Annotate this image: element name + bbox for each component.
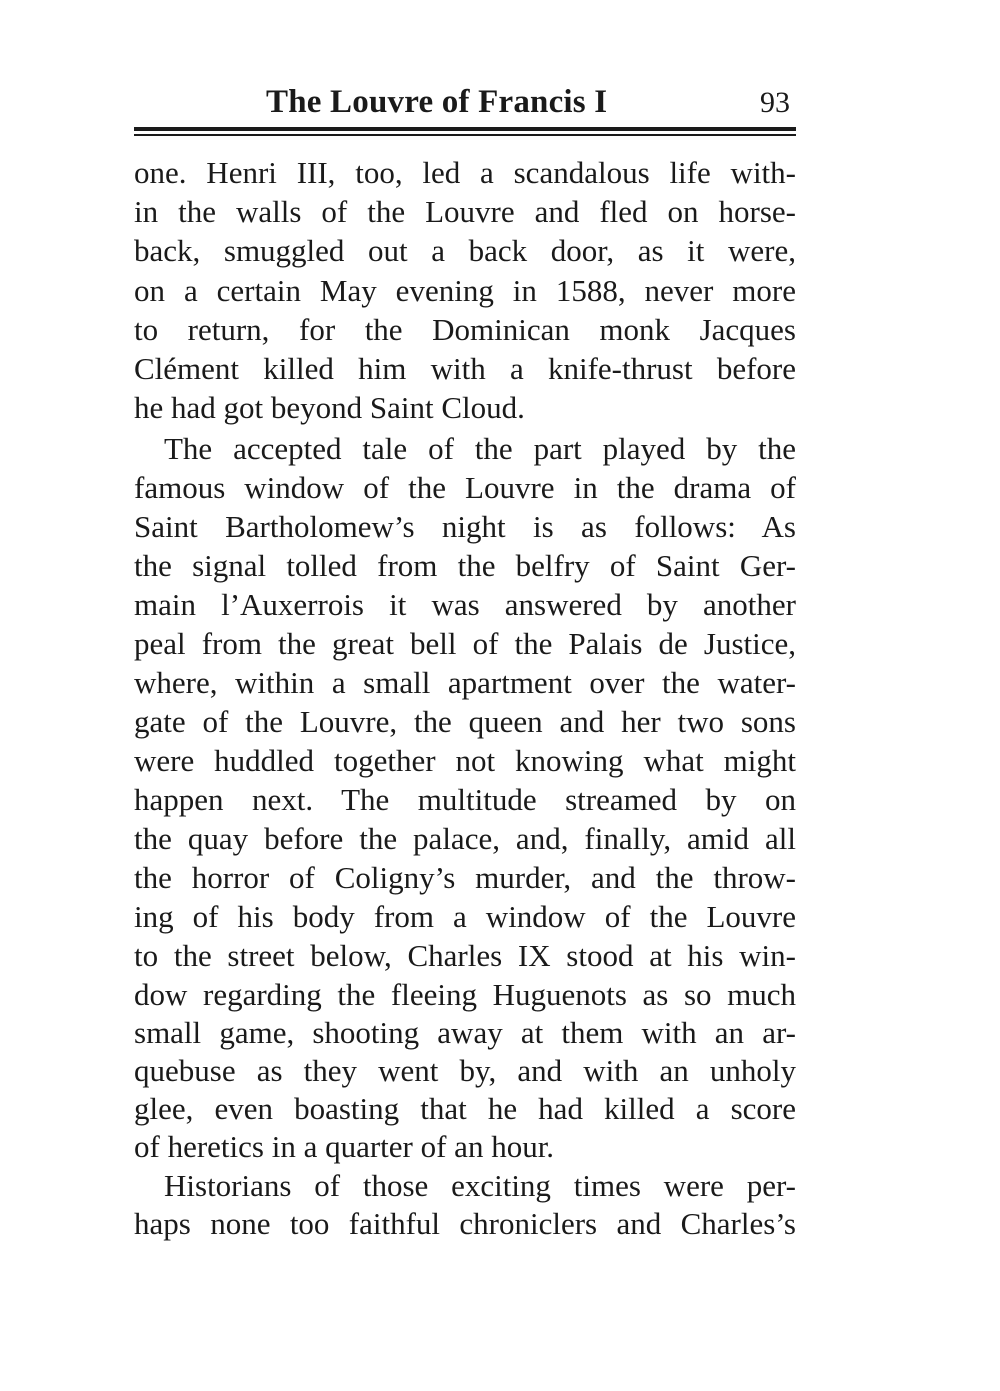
text-line: ing of his body from a window of the Louvre xyxy=(134,899,796,934)
text-line: the horror of Coligny’s murder, and the throw- xyxy=(134,860,796,895)
text-line: glee, even boasting that he had killed a score xyxy=(134,1091,796,1126)
text-line: small game, shooting away at them with an ar- xyxy=(134,1015,796,1050)
text-line: gate of the Louvre, the queen and her two sons xyxy=(134,704,796,739)
text-line: peal from the great bell of the Palais de Justice, xyxy=(134,626,796,661)
text-line: Clément killed him with a knife-thrust before xyxy=(134,351,796,386)
text-line: main l’Auxerrois it was answered by another xyxy=(134,587,796,622)
text-line: The accepted tale of the part played by the xyxy=(164,431,796,466)
header-rule-thick xyxy=(134,127,796,131)
text-line: were huddled together not knowing what might xyxy=(134,743,796,778)
text-line: where, within a small apartment over the water- xyxy=(134,665,796,700)
page-number: 93 xyxy=(760,86,790,119)
running-header xyxy=(134,84,796,124)
text-line: to return, for the Dominican monk Jacques xyxy=(134,312,796,347)
text-line: famous window of the Louvre in the drama of xyxy=(134,470,796,505)
text-line: dow regarding the fleeing Huguenots as so much xyxy=(134,977,796,1012)
text-line: haps none too faithful chroniclers and Charles’s xyxy=(134,1206,796,1241)
text-line: in the walls of the Louvre and fled on horse- xyxy=(134,194,796,229)
text-line: on a certain May evening in 1588, never more xyxy=(134,273,796,308)
text-line: he had got beyond Saint Cloud. xyxy=(134,390,525,425)
text-line: happen next. The multitude streamed by on xyxy=(134,782,796,817)
text-line: Saint Bartholomew’s night is as follows: As xyxy=(134,509,796,544)
text-line: back, smuggled out a back door, as it were, xyxy=(134,233,796,268)
running-title: The Louvre of Francis I xyxy=(266,84,608,120)
text-line: to the street below, Charles IX stood at his win- xyxy=(134,938,796,973)
header-rule-thin xyxy=(134,134,796,136)
text-line: of heretics in a quarter of an hour. xyxy=(134,1129,555,1164)
text-line: Historians of those exciting times were per- xyxy=(164,1168,796,1203)
text-line: the quay before the palace, and, finally, amid all xyxy=(134,821,796,856)
text-line: quebuse as they went by, and with an unholy xyxy=(134,1053,796,1088)
text-line: one. Henri III, too, led a scandalous life with- xyxy=(134,155,796,190)
text-line: the signal tolled from the belfry of Saint Ger- xyxy=(134,548,796,583)
